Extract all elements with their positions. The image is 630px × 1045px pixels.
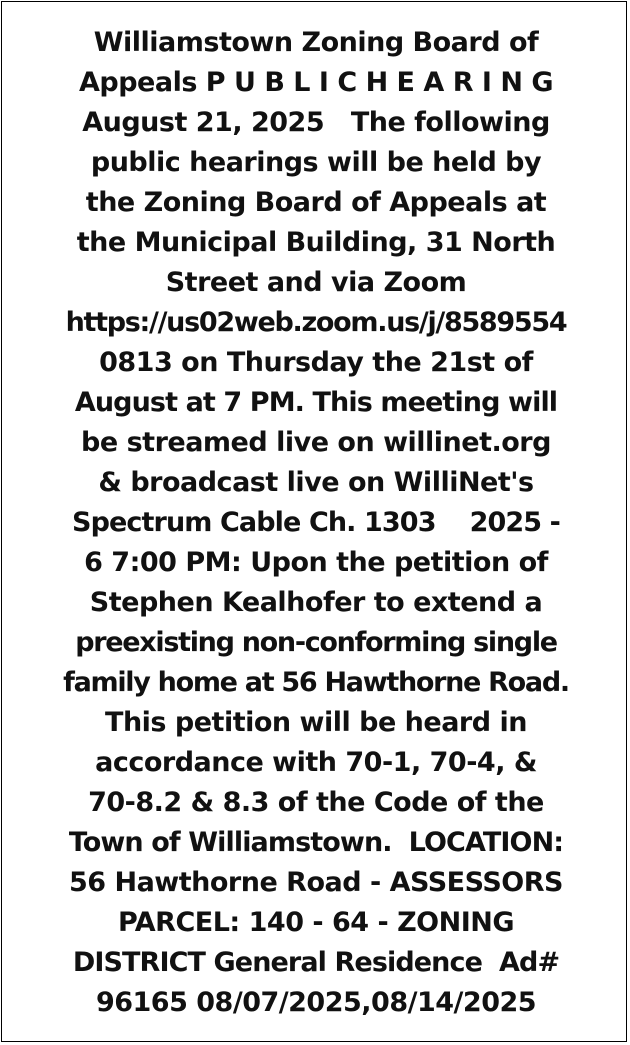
notice-line: 96165 08/07/2025,08/14/2025 xyxy=(95,987,537,1018)
legal-notice-frame xyxy=(1,1,627,1042)
notice-line: https://us02web.zoom.us/j/8589554 xyxy=(65,307,567,338)
notice-line: 6 7:00 PM: Upon the petition of xyxy=(84,547,548,578)
notice-line: Williamstown Zoning Board of xyxy=(93,27,539,58)
notice-line: Town of Williamstown. LOCATION: xyxy=(68,827,564,858)
notice-line: August at 7 PM. This meeting will xyxy=(74,387,558,418)
notice-line: Spectrum Cable Ch. 1303 2025 - xyxy=(72,507,560,538)
notice-line: public hearings will be held by xyxy=(90,147,542,178)
notice-line: preexisting non-conforming single xyxy=(75,627,557,658)
notice-line: the Municipal Building, 31 North xyxy=(76,227,556,258)
notice-line: Appeals P U B L I C H E A R I N G xyxy=(79,67,553,98)
notice-line: family home at 56 Hawthorne Road. xyxy=(63,667,569,698)
notice-line: Stephen Kealhofer to extend a xyxy=(89,587,543,618)
notice-line: This petition will be heard in xyxy=(105,707,527,738)
notice-line: Street and via Zoom xyxy=(165,267,467,298)
notice-line: the Zoning Board of Appeals at xyxy=(85,187,547,218)
notice-line: 0813 on Thursday the 21st of xyxy=(99,347,533,378)
notice-line: be streamed live on willinet.org xyxy=(81,427,551,458)
public-hearing-notice-text xyxy=(10,23,622,1023)
notice-line: accordance with 70-1, 70-4, & xyxy=(95,747,537,778)
notice-line: & broadcast live on WilliNet's xyxy=(98,467,534,498)
notice-line: 56 Hawthorne Road - ASSESSORS xyxy=(69,867,563,898)
notice-line: DISTRICT General Residence Ad# xyxy=(72,947,560,978)
notice-line: 70-8.2 & 8.3 of the Code of the xyxy=(88,787,544,818)
notice-line: August 21, 2025 The following xyxy=(82,107,550,138)
notice-line: PARCEL: 140 - 64 - ZONING xyxy=(117,907,515,938)
